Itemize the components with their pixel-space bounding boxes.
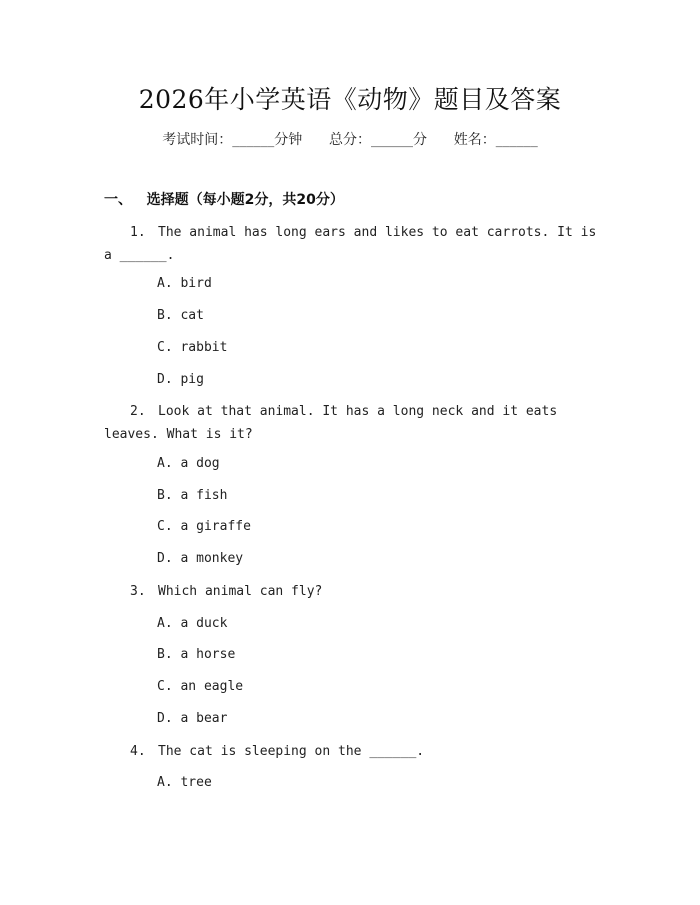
option-1b: B. cat: [157, 308, 204, 323]
question-1: [104, 221, 604, 267]
question-number: 2.: [130, 404, 146, 419]
page-title: 2026年小学英语《动物》题目及答案: [138, 85, 562, 114]
score-label: 总分：: [329, 132, 371, 148]
question-text: Look at that animal. It has a long neck and it eats leaves. What is it?: [104, 404, 558, 442]
option-4a: A. tree: [157, 775, 212, 790]
question-text: The cat is sleeping on the ______.: [158, 744, 425, 759]
option-3c: C. an eagle: [157, 679, 244, 694]
time-unit: 分钟: [274, 132, 303, 148]
option-2a: A. a dog: [157, 456, 220, 471]
option-2b: B. a fish: [157, 488, 228, 503]
time-blank: ______: [232, 132, 275, 148]
option-2c: C. a giraffe: [157, 519, 251, 534]
section-title: 选择题（每小题2分，共20分）: [146, 192, 344, 208]
question-4: [104, 740, 604, 763]
question-3: [104, 580, 604, 603]
name-label: 姓名：: [453, 132, 496, 148]
score-blank: ______: [371, 132, 413, 148]
question-2: [104, 400, 604, 446]
option-1d: D. pig: [157, 372, 204, 387]
time-label: 考试时间：: [162, 132, 233, 148]
name-blank: ______: [495, 132, 538, 148]
exam-info-line: [0, 128, 700, 152]
option-3d: D. a bear: [157, 711, 228, 726]
score-unit: 分: [413, 132, 427, 148]
section-number: 一、: [104, 192, 132, 208]
section-heading: [104, 188, 344, 212]
option-2d: D. a monkey: [157, 551, 244, 566]
question-text: Which animal can fly?: [158, 584, 323, 599]
question-number: 3.: [130, 584, 146, 599]
question-number: 1.: [130, 225, 146, 240]
option-3b: B. a horse: [157, 647, 236, 662]
question-text: The animal has long ears and likes to eat carrots. It is a ______.: [104, 225, 597, 263]
option-1a: A. bird: [157, 276, 212, 291]
question-number: 4.: [130, 744, 146, 759]
option-3a: A. a duck: [157, 616, 228, 631]
option-1c: C. rabbit: [157, 340, 228, 355]
